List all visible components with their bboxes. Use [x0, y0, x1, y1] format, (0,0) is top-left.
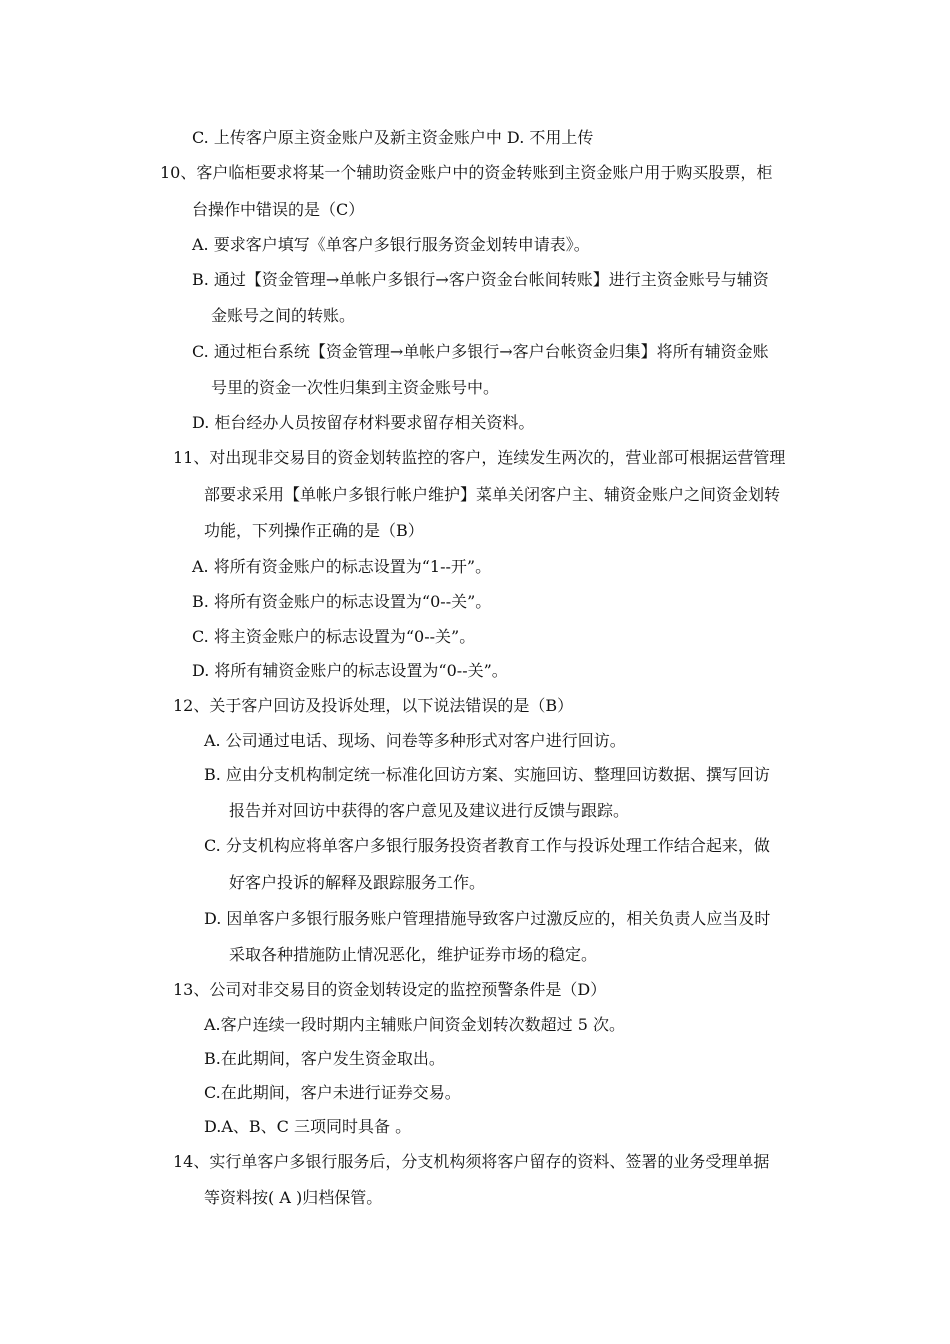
q14-stem: 14、实行单客户多银行服务后，分支机构须将客户留存的资料、签署的业务受理单据	[173, 1152, 770, 1171]
q9-option-c-d: C. 上传客户原主资金账户及新主资金账户中 D. 不用上传	[192, 128, 594, 147]
q11-option-a: A. 将所有资金账户的标志设置为“1--开”。	[192, 557, 492, 576]
q10-option-b: B. 通过【资金管理→单帐户多银行→客户资金台帐间转账】进行主资金账号与辅资	[192, 270, 769, 289]
q12-option-d: D. 因单客户多银行服务账户管理措施导致客户过激反应的，相关负责人应当及时	[204, 909, 771, 928]
q12-option-d-cont: 采取各种措施防止情况恶化，维护证券市场的稳定。	[229, 945, 598, 964]
q10-option-c-cont: 号里的资金一次性归集到主资金账号中。	[211, 378, 500, 397]
q11-stem-cont2: 功能，下列操作正确的是（B）	[204, 521, 424, 540]
q13-option-a: A.客户连续一段时期内主辅账户间资金划转次数超过 5 次。	[204, 1015, 625, 1034]
q13-option-d: D.A、B、C 三项同时具备 。	[204, 1117, 412, 1136]
q11-option-c: C. 将主资金账户的标志设置为“0--关”。	[192, 627, 476, 646]
q10-stem: 10、客户临柜要求将某一个辅助资金账户中的资金转账到主资金账户用于购买股票，柜	[160, 163, 773, 182]
q10-option-c: C. 通过柜台系统【资金管理→单帐户多银行→客户台帐资金归集】将所有辅资金账	[192, 342, 769, 361]
q12-stem: 12、关于客户回访及投诉处理，以下说法错误的是（B）	[173, 696, 574, 715]
q11-option-d: D. 将所有辅资金账户的标志设置为“0--关”。	[192, 661, 508, 680]
q12-option-c-cont: 好客户投诉的解释及跟踪服务工作。	[229, 873, 486, 892]
q10-option-d: D. 柜台经办人员按留存材料要求留存相关资料。	[192, 413, 535, 432]
q10-option-b-cont: 金账号之间的转账。	[211, 306, 356, 325]
q11-option-b: B. 将所有资金账户的标志设置为“0--关”。	[192, 592, 492, 611]
q10-stem-cont: 台操作中错误的是（C）	[192, 200, 365, 219]
q13-stem: 13、公司对非交易目的资金划转设定的监控预警条件是（D）	[173, 980, 607, 999]
q11-stem: 11、对出现非交易目的资金划转监控的客户，连续发生两次的，营业部可根据运营管理	[173, 448, 786, 467]
q13-option-c: C.在此期间，客户未进行证券交易。	[204, 1083, 461, 1102]
q13-option-b: B.在此期间，客户发生资金取出。	[204, 1049, 445, 1068]
q12-option-c: C. 分支机构应将单客户多银行服务投资者教育工作与投诉处理工作结合起来，做	[204, 836, 770, 855]
q12-option-b-cont: 报告并对回访中获得的客户意见及建议进行反馈与跟踪。	[229, 801, 630, 820]
q11-stem-cont: 部要求采用【单帐户多银行帐户维护】菜单关闭客户主、辅资金账户之间资金划转	[204, 485, 781, 504]
q12-option-a: A. 公司通过电话、现场、问卷等多种形式对客户进行回访。	[204, 731, 626, 750]
q10-option-a: A. 要求客户填写《单客户多银行服务资金划转申请表》。	[192, 235, 590, 254]
q14-stem-cont: 等资料按( A )归档保管。	[204, 1188, 383, 1207]
q12-option-b: B. 应由分支机构制定统一标准化回访方案、实施回访、整理回访数据、撰写回访	[204, 765, 770, 784]
